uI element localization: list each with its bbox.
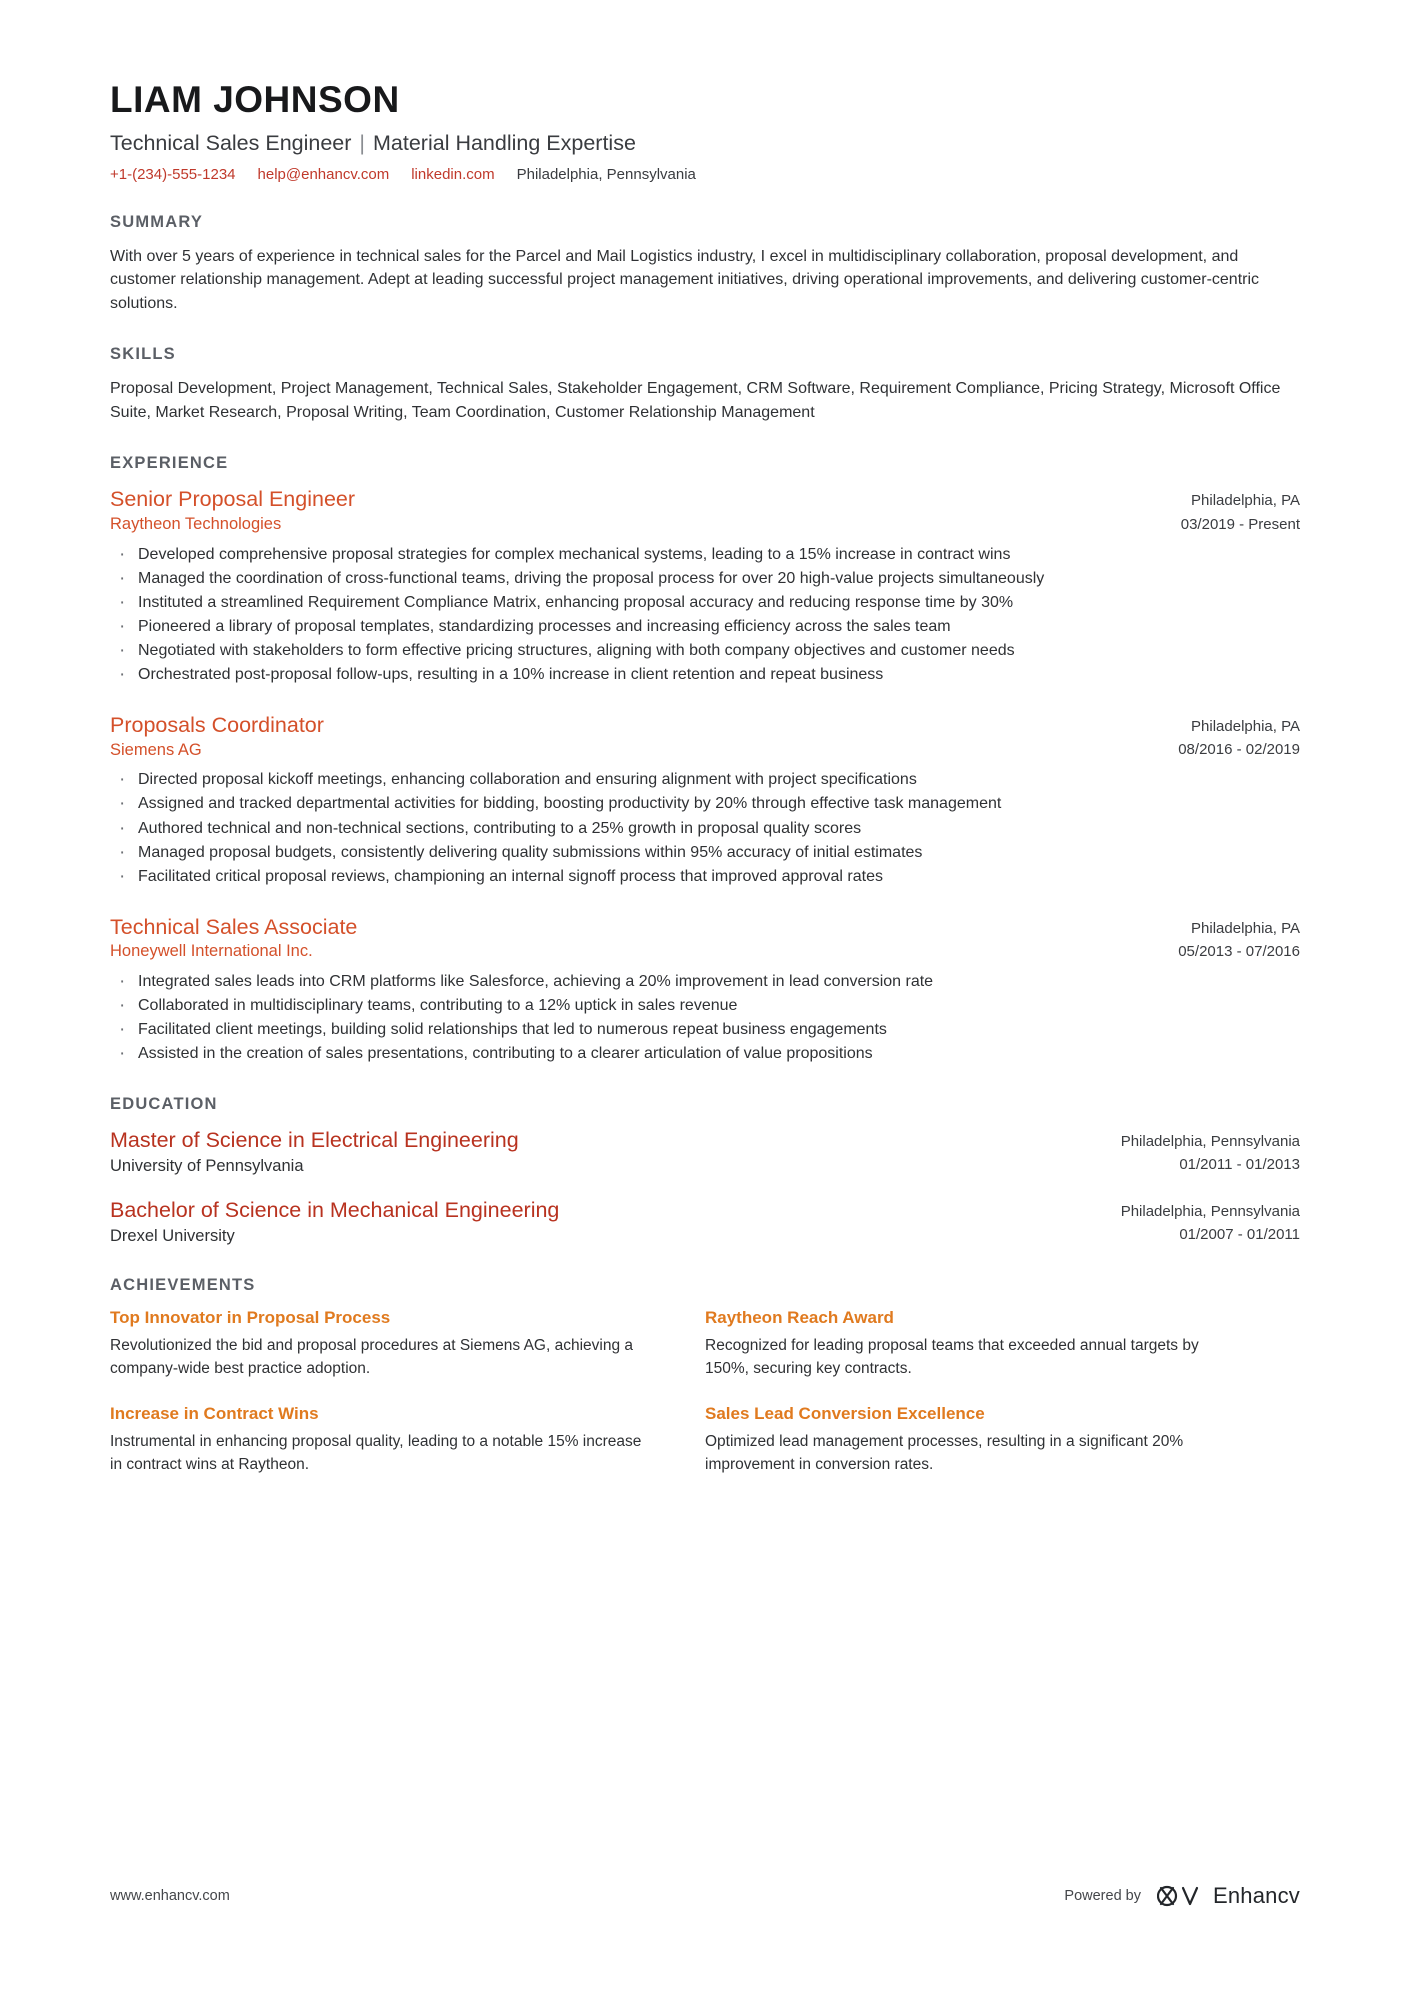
candidate-name: LIAM JOHNSON	[110, 79, 400, 120]
section-experience	[110, 454, 1300, 1065]
resume-footer	[110, 1883, 1300, 1909]
job-dates: 03/2019 - Present	[1180, 515, 1300, 533]
job-bullet: · Managed proposal budgets, consistently delivering quality submissions within 95% accuracy of initial estimates	[110, 841, 1300, 864]
experience-entry	[110, 914, 1300, 1066]
achievement-description: Instrumental in enhancing proposal quality, leading to a notable 15% increase in contract wins at Raytheon.	[110, 1433, 642, 1473]
degree-title: Bachelor of Science in Mechanical Engineering	[110, 1197, 560, 1222]
section-title-skills: SKILLS	[110, 345, 176, 364]
summary-text: With over 5 years of experience in technical sales for the Parcel and Mail Logistics industry, I excel in multidisciplinary collaboration, proposal development, and customer relationship management. Adept at leading successful project management initiatives, driving operational improvements, and delivering customer-centric solutions.	[110, 247, 1260, 312]
enhancv-logo-icon	[1157, 1883, 1203, 1909]
job-bullet: · Assigned and tracked departmental activities for bidding, boosting productivity by 20% through effective task management	[110, 792, 1300, 815]
company-name: Siemens AG	[110, 740, 202, 759]
job-bullet: · Facilitated client meetings, building solid relationships that led to numerous repeat business engagements	[110, 1018, 1300, 1041]
job-bullet: · Authored technical and non-technical sections, contributing to a 25% growth in proposal quality scores	[110, 817, 1300, 840]
school-name: University of Pennsylvania	[110, 1157, 304, 1176]
experience-entry-left	[110, 712, 1178, 760]
section-title-experience: EXPERIENCE	[110, 454, 229, 473]
contact-linkedin[interactable]: linkedin.com	[411, 165, 495, 183]
section-education	[110, 1095, 1300, 1246]
job-bullet: · Developed comprehensive proposal strategies for complex mechanical systems, leading to a 15% increase in contract wins	[110, 543, 1300, 566]
job-bullets	[110, 768, 1300, 887]
job-bullet: · Negotiated with stakeholders to form effective pricing structures, aligning with both company objectives and customer needs	[110, 639, 1300, 662]
job-bullet: · Directed proposal kickoff meetings, enhancing collaboration and ensuring alignment with project specifications	[110, 768, 1300, 791]
job-bullet: · Assisted in the creation of sales presentations, contributing to a clearer articulation of value propositions	[110, 1042, 1300, 1065]
job-title: Technical Sales Associate	[110, 914, 358, 939]
education-entry-right	[1121, 1197, 1300, 1247]
experience-entry-head	[110, 914, 1300, 964]
job-bullet: · Collaborated in multidisciplinary teams, contributing to a 12% uptick in sales revenue	[110, 994, 1300, 1017]
job-bullet: · Managed the coordination of cross-functional teams, driving the proposal process for over 20 high-value projects simultaneously	[110, 567, 1300, 590]
achievement-title: Raytheon Reach Award	[705, 1308, 894, 1328]
footer-brand-area	[1064, 1883, 1300, 1909]
experience-entry-head	[110, 486, 1300, 536]
contact-location: Philadelphia, Pennsylvania	[516, 165, 696, 183]
school-name: Drexel University	[110, 1226, 235, 1245]
section-skills	[110, 345, 1300, 424]
contact-row	[110, 166, 1300, 183]
brand-name: Enhancv	[1212, 1883, 1300, 1908]
job-bullet: · Integrated sales leads into CRM platforms like Salesforce, achieving a 20% improvement in lead conversion rate	[110, 970, 1300, 993]
company-name: Raytheon Technologies	[110, 515, 282, 534]
job-bullet: · Facilitated critical proposal reviews, championing an internal signoff process that improved approval rates	[110, 865, 1300, 888]
contact-phone[interactable]: +1-(234)-555-1234	[110, 165, 236, 183]
skills-text: Proposal Development, Project Management, Technical Sales, Stakeholder Engagement, CRM Software, Requirement Compliance, Pricing Strategy, Microsoft Office Suite, Market Research, Proposal Writing, Team Coordination, Customer Relationship Management	[110, 380, 1281, 421]
company-name: Honeywell International Inc.	[110, 942, 313, 961]
job-title: Senior Proposal Engineer	[110, 487, 356, 512]
experience-entry-right	[1181, 486, 1300, 536]
job-location: Philadelphia, PA	[1191, 919, 1300, 937]
experience-entry-head	[110, 712, 1300, 762]
powered-by-label: Powered by	[1064, 1888, 1141, 1904]
achievement-title: Top Innovator in Proposal Process	[110, 1308, 391, 1328]
achievement-description: Optimized lead management processes, resulting in a significant 20% improvement in conversion rates.	[705, 1433, 1184, 1473]
school-location: Philadelphia, Pennsylvania	[1120, 1202, 1300, 1220]
experience-entry	[110, 486, 1300, 686]
achievement-item	[705, 1308, 1300, 1380]
degree-title: Master of Science in Electrical Engineering	[110, 1128, 519, 1153]
section-title-summary: SUMMARY	[110, 212, 204, 231]
job-dates: 05/2013 - 07/2016	[1178, 942, 1300, 960]
section-title-education: EDUCATION	[110, 1095, 218, 1114]
experience-entry-left	[110, 914, 1178, 962]
job-title: Proposals Coordinator	[110, 712, 324, 737]
candidate-headline	[110, 131, 1300, 156]
achievement-item	[110, 1404, 705, 1476]
job-location: Philadelphia, PA	[1191, 717, 1300, 735]
education-entry	[110, 1127, 1300, 1177]
experience-entry	[110, 712, 1300, 888]
section-summary	[110, 213, 1300, 316]
experience-entry-right	[1178, 914, 1300, 964]
achievement-title: Increase in Contract Wins	[110, 1404, 319, 1424]
job-dates: 08/2016 - 02/2019	[1178, 741, 1300, 759]
headline-separator: |	[359, 130, 366, 155]
footer-url[interactable]: www.enhancv.com	[110, 1888, 230, 1904]
job-bullet: · Orchestrated post-proposal follow-ups, resulting in a 10% increase in client retention and repeat business	[110, 663, 1300, 686]
headline-specialty: Material Handling Expertise	[373, 130, 636, 155]
education-entry-left	[110, 1197, 1121, 1246]
education-entry-left	[110, 1127, 1121, 1176]
education-entry-right	[1121, 1127, 1300, 1177]
achievements-grid	[110, 1308, 1300, 1500]
section-achievements	[110, 1276, 1300, 1500]
achievement-item	[110, 1308, 705, 1380]
contact-email[interactable]: help@enhancv.com	[257, 165, 390, 183]
school-dates: 01/2007 - 01/2011	[1179, 1225, 1300, 1243]
achievement-item	[705, 1404, 1300, 1476]
headline-role: Technical Sales Engineer	[110, 130, 352, 155]
education-entry	[110, 1197, 1300, 1247]
achievement-title: Sales Lead Conversion Excellence	[705, 1404, 985, 1424]
job-bullet: · Instituted a streamlined Requirement Compliance Matrix, enhancing proposal accuracy and reducing response time by 30%	[110, 591, 1300, 614]
section-title-achievements: ACHIEVEMENTS	[110, 1276, 256, 1295]
school-dates: 01/2011 - 01/2013	[1179, 1156, 1300, 1174]
job-bullets	[110, 543, 1300, 686]
job-bullet: · Pioneered a library of proposal templates, standardizing processes and increasing efficiency across the sales team	[110, 615, 1300, 638]
school-location: Philadelphia, Pennsylvania	[1120, 1133, 1300, 1151]
resume-content	[110, 80, 1300, 1500]
achievement-description: Revolutionized the bid and proposal procedures at Siemens AG, achieving a company-wide best practice adoption.	[110, 1337, 634, 1377]
education-entry-head	[110, 1197, 1300, 1247]
experience-entry-left	[110, 486, 1181, 534]
resume-header	[110, 80, 1300, 183]
job-bullets	[110, 970, 1300, 1065]
job-location: Philadelphia, PA	[1191, 492, 1300, 510]
education-entry-head	[110, 1127, 1300, 1177]
experience-entry-right	[1178, 712, 1300, 762]
achievement-description: Recognized for leading proposal teams that exceeded annual targets by 150%, securing key contracts.	[705, 1337, 1199, 1377]
